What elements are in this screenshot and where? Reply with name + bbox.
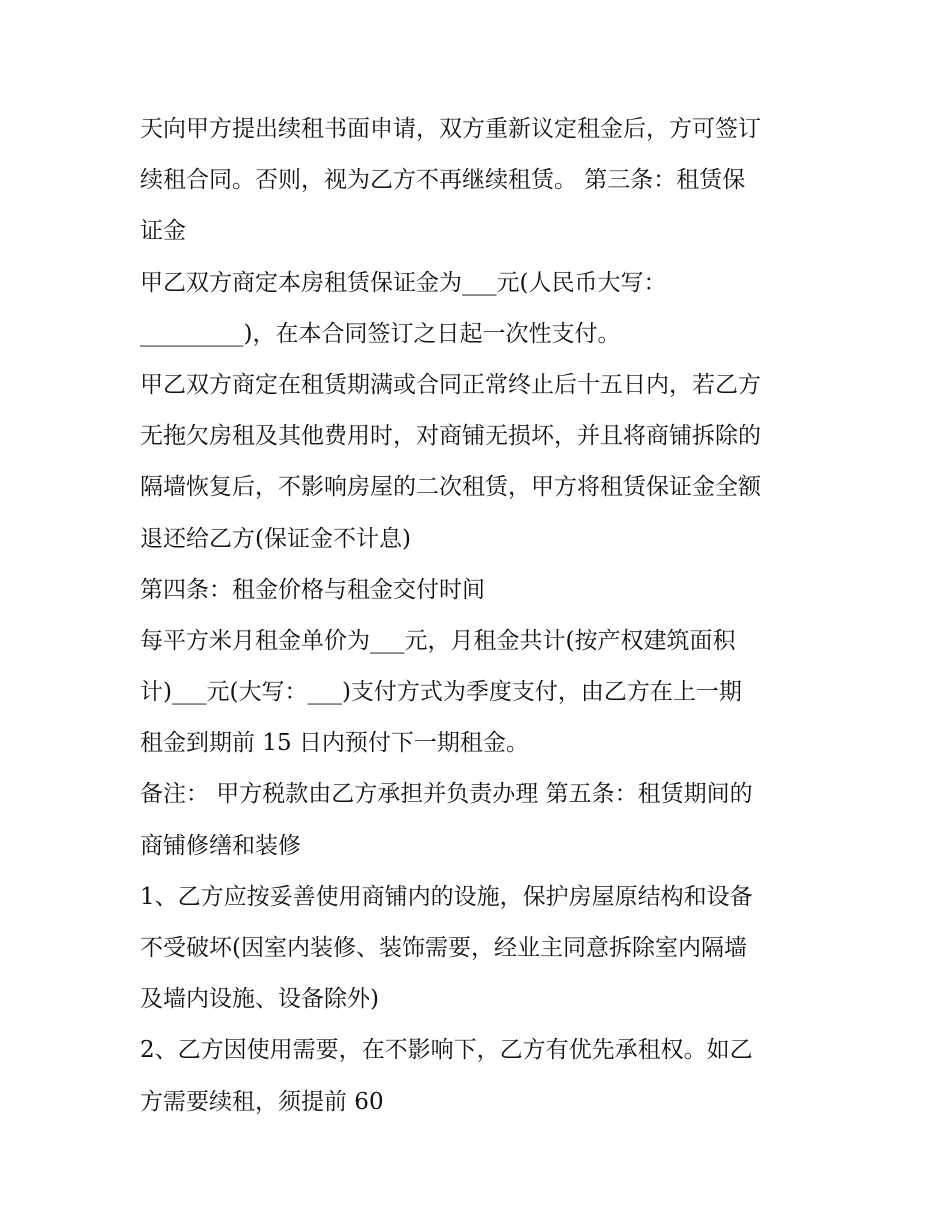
text-line: 2、乙方因使用需要，在不影响下，乙方有优先承租权。如乙 [140, 1037, 753, 1064]
text-line: 退还给乙方(保证金不计息) [140, 525, 411, 552]
text-line: 甲乙双方商定在租赁期满或合同正常终止后十五日内，若乙方 [140, 371, 761, 398]
text-line: 隔墙恢复后，不影响房屋的二次租赁，甲方将租赁保证金全额 [140, 474, 761, 501]
text-line: 天向甲方提出续租书面申请，双方重新议定租金后，方可签订 [140, 116, 761, 142]
text-line: 不受破坏(因室内装修、装饰需要，经业主同意拆除室内隔墙 [140, 935, 747, 961]
text-line: _________)，在本合同签订之日起一次性支付。 [140, 320, 621, 347]
text-line: 1、乙方应按妥善使用商铺内的设施，保护房屋原结构和设备 [140, 883, 753, 910]
text-line: 每平方米月租金单价为___元，月租金共计(按产权建筑面积 [140, 627, 736, 654]
text-line: 证金 [140, 218, 186, 245]
text-line: 备注： 甲方税款由乙方承担并负责办理 第五条：租赁期间的 [140, 781, 753, 808]
text-line: 续租合同。否则，视为乙方不再继续租赁。 第三条：租赁保 [140, 167, 746, 194]
text-line: 甲乙双方商定本房租赁保证金为___元(人民币大写： [140, 269, 667, 296]
document-body [140, 104, 820, 1128]
text-line: 无拖欠房租及其他费用时，对商铺无损坏，并且将商铺拆除的 [140, 423, 761, 450]
section-heading: 第四条：租金价格与租金交付时间 [140, 576, 485, 603]
text-line: 及墙内设施、设备除外) [140, 986, 379, 1013]
text-line: 租金到期前 15 日内预付下一期租金。 [140, 730, 529, 757]
text-line: 计)___元(大写：___)支付方式为季度支付，由乙方在上一期 [140, 679, 742, 706]
text-line: 方需要续租，须提前 60 [140, 1088, 384, 1115]
text-line: 商铺修缮和装修 [140, 832, 301, 859]
